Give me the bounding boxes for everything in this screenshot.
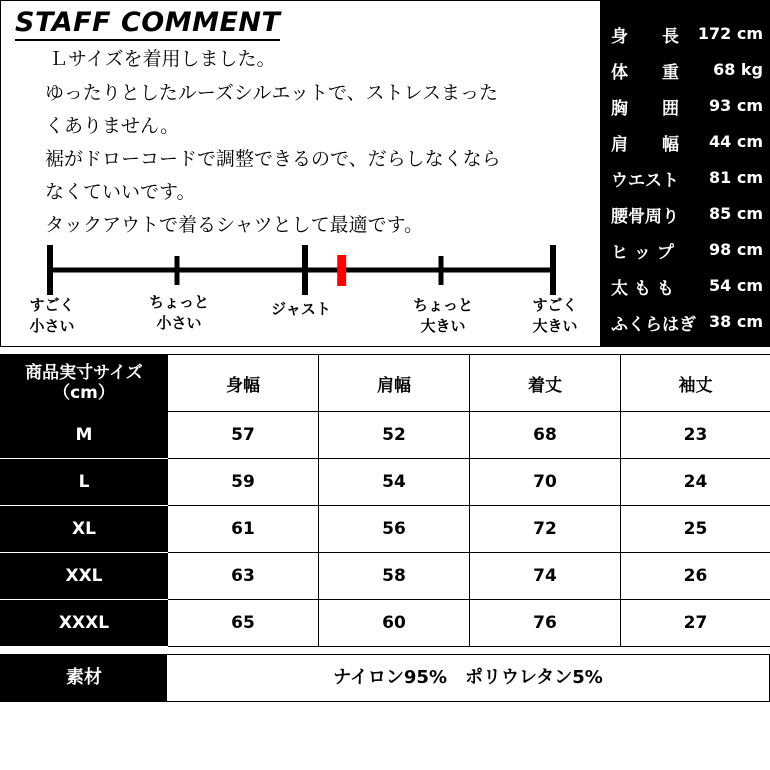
table-row	[1, 553, 770, 600]
table-cell: 23	[621, 412, 770, 459]
size-table-corner: 商品実寸サイズ （cm）	[1, 355, 168, 412]
table-cell: 60	[319, 600, 470, 647]
measurement-label: ウエスト	[611, 171, 679, 191]
fit-label-just	[256, 299, 346, 320]
measurement-value: 85 cm	[709, 204, 763, 223]
fit-label-text: すごく 大きい	[532, 296, 578, 335]
measurement-row	[611, 94, 763, 124]
table-cell: 76	[470, 600, 621, 647]
size-name-cell: M	[1, 412, 168, 459]
table-cell: 65	[168, 600, 319, 647]
measurement-label: 身 長	[611, 27, 679, 47]
table-row	[1, 600, 770, 647]
column-header-sleeve-length: 袖丈	[621, 355, 770, 412]
comment-line: タックアウトで着るシャツとして最適です。	[45, 214, 424, 236]
fit-label-a-little-big	[398, 295, 488, 337]
model-measurements	[601, 0, 770, 347]
measurement-row	[611, 274, 763, 304]
material-value: ナイロン95% ポリウレタン5%	[333, 667, 603, 688]
measurement-value: 38 cm	[709, 312, 763, 331]
table-cell: 59	[168, 459, 319, 506]
table-cell: 68	[470, 412, 621, 459]
table-cell: 57	[168, 412, 319, 459]
comment-line: 裾がドローコードで調整できるので、だらしなくなら	[45, 148, 501, 170]
material-label: 素材	[1, 655, 167, 701]
fit-label-text: ちょっと 小さい	[148, 293, 209, 332]
measurement-row	[611, 202, 763, 232]
fit-label-a-little-small	[134, 292, 224, 334]
measurement-value: 93 cm	[709, 96, 763, 115]
staff-comment-box	[0, 0, 601, 347]
measurement-label: 肩 幅	[611, 135, 679, 155]
measurement-row	[611, 22, 763, 52]
measurement-label: ふくらはぎ	[611, 315, 696, 335]
table-cell: 72	[470, 506, 621, 553]
measurement-label: ヒ ッ プ	[611, 243, 674, 263]
measurement-label: 胸 囲	[611, 99, 679, 119]
comment-line: ゆったりとしたルーズシルエットで、ストレスまった	[45, 82, 499, 104]
table-cell: 27	[621, 600, 770, 647]
table-cell: 26	[621, 553, 770, 600]
comment-line: Ｌサイズを着用しました。	[49, 48, 276, 70]
column-header-body-width: 身幅	[168, 355, 319, 412]
measurement-label: 腰骨周り	[611, 207, 679, 227]
measurement-label: 体 重	[611, 63, 679, 83]
size-name-cell: XXXL	[1, 600, 168, 647]
measurement-label: 太 も も	[611, 279, 674, 299]
staff-comment-title: STAFF COMMENT	[15, 7, 280, 41]
size-name-cell: L	[1, 459, 168, 506]
fit-label-very-big	[510, 295, 600, 337]
material-row	[0, 654, 770, 702]
measurement-row	[611, 130, 763, 160]
table-cell: 56	[319, 506, 470, 553]
fit-label-text: ジャスト	[271, 300, 331, 318]
measurement-value: 44 cm	[709, 132, 763, 151]
table-cell: 63	[168, 553, 319, 600]
table-cell: 52	[319, 412, 470, 459]
table-row	[1, 506, 770, 553]
measurement-row	[611, 310, 763, 340]
fit-label-text: すごく 小さい	[29, 296, 75, 335]
table-cell: 74	[470, 553, 621, 600]
table-cell: 58	[319, 553, 470, 600]
fit-label-text: ちょっと 大きい	[412, 296, 473, 335]
size-name-cell: XL	[1, 506, 168, 553]
measurement-value: 68 kg	[713, 60, 763, 79]
measurement-row	[611, 58, 763, 88]
table-cell: 61	[168, 506, 319, 553]
comment-line: なくていいです。	[45, 181, 196, 203]
size-table-header	[1, 355, 770, 412]
measurement-value: 54 cm	[709, 276, 763, 295]
table-row	[1, 459, 770, 506]
table-row	[1, 412, 770, 459]
measurement-value: 172 cm	[697, 24, 763, 43]
table-cell: 24	[621, 459, 770, 506]
size-table	[0, 354, 770, 647]
comment-line: くありません。	[45, 115, 180, 137]
table-cell: 54	[319, 459, 470, 506]
column-header-shoulder-width: 肩幅	[319, 355, 470, 412]
measurement-row	[611, 166, 763, 196]
measurement-value: 81 cm	[709, 168, 763, 187]
measurement-value: 98 cm	[709, 240, 763, 259]
table-cell: 25	[621, 506, 770, 553]
column-header-length: 着丈	[470, 355, 621, 412]
fit-label-very-small	[7, 295, 97, 337]
fit-marker	[337, 255, 346, 286]
size-name-cell: XXL	[1, 553, 168, 600]
table-cell: 70	[470, 459, 621, 506]
measurement-row	[611, 238, 763, 268]
